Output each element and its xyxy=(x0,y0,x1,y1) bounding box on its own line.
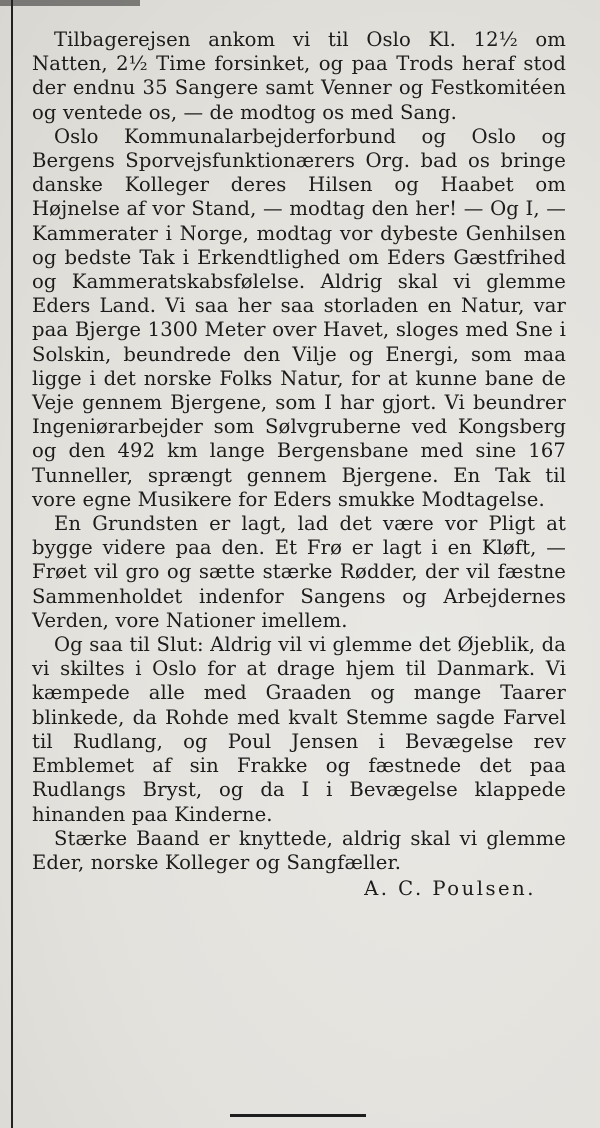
end-of-article-rule xyxy=(230,1114,366,1117)
paragraph-greetings-and-thanks: Oslo Kommunalarbejderforbund og Oslo og Bergens Sporvejsfunktionærers Org. bad os bringe danske Kolleger deres Hilsen og Haabet om Højnelse af vor Stand, — modtag den her! — Og I, — Kammerater i Norge, modtag vor dybeste Genhilsen og bedste Tak i Erkendtlighed om Eders Gæstfrihed og Kammeratskabsfølelse. Aldrig skal vi glemme Eders Land. Vi saa her saa storladen en Natur, var paa Bjerge 1300 Meter over Havet, sloges med Sne i Solskin, beundrede den Vilje og Energi, som maa ligge i det norske Folks Natur, for at kunne bane de Veje gennem Bjergene, som I har gjort. Vi beundrer Ingeniørarbejder som Sølvgruberne ved Kongsberg og den 492 km lange Bergensbane med sine 167 Tunneller, sprængt gennem Bjergene. En Tak til vore egne Musikere for Eders smukke Modtagelse. xyxy=(32,124,566,511)
paragraph-return-journey: Tilbagerejsen ankom vi til Oslo Kl. 12½ om Natten, 2½ Time forsinket, og paa Trods heraf stod der endnu 35 Sangere samt Venner og Festkomitéen og ventede os, — de modtog os med Sang. xyxy=(32,28,566,124)
paragraph-foundation-stone: En Grundsten er lagt, lad det være vor Pligt at bygge videre paa den. Et Frø er lagt i en Kløft, — Frøet vil gro og sætte stærke Rødder, der vil fæstne Sammenholdet indenfor Sangens og Arbejdernes Verden, vore Nationer imellem. xyxy=(32,512,566,632)
header-remnant xyxy=(0,0,140,6)
article-column xyxy=(32,28,566,901)
paragraph-closing: Stærke Baand er knyttede, aldrig skal vi glemme Eder, norske Kolleger og Sangfæller. xyxy=(32,826,566,874)
author-signature: A. C. Poulsen. xyxy=(364,877,536,901)
paragraph-farewell: Og saa til Slut: Aldrig vil vi glemme det Øjeblik, da vi skiltes i Oslo for at drage hjem til Danmark. Vi kæmpede alle med Graaden og mange Taarer blinkede, da Rohde med kvalt Stemme sagde Farvel til Rudlang, og Poul Jensen i Bevægelse rev Emblemet af sin Frakke og fæstnede det paa Rudlangs Bryst, og da I i Bevægelse klappede hinanden paa Kinderne. xyxy=(32,633,566,826)
column-rule xyxy=(11,0,13,1128)
